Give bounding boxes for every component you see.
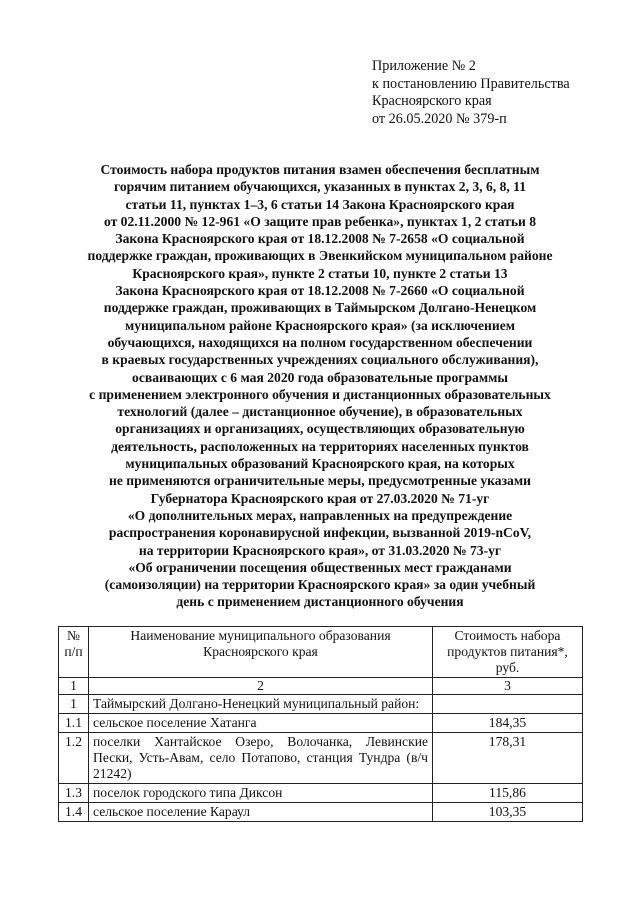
- title-line: на территории Красноярского края», от 31.03.2020 № 73-уг: [138, 542, 502, 558]
- title-line: не применяются ограничительные меры, предусмотренные указами: [109, 473, 531, 489]
- row-num: 1.2: [59, 733, 89, 784]
- header-cost: Стоимость набора продуктов питания*, руб.: [433, 627, 583, 678]
- title-line: распространения коронавирусной инфекции, вызванной 2019-nCoV,: [108, 525, 532, 541]
- row-municipality: Таймырский Долгано-Ненецкий муниципальный район:: [89, 695, 433, 714]
- title-line: технологий (далее – дистанционное обучение), в образовательных: [117, 404, 523, 420]
- table-row: [59, 714, 583, 733]
- annex-date: от 26.05.2020 № 379-п: [372, 110, 507, 127]
- table-header-row: [59, 627, 583, 678]
- title-line: день с применением дистанционного обучения: [176, 594, 464, 610]
- title-line: «О дополнительных мерах, направленных на предупреждение: [127, 507, 513, 523]
- title-line: (самоизоляции) на территории Красноярского края» за один учебный: [104, 577, 536, 593]
- row-num: 1.1: [59, 714, 89, 733]
- title-line: Закона Красноярского края от 18.12.2008 № 7-2658 «О социальной: [115, 231, 525, 247]
- title-line: обучающихся, находящихся на полном государственном обеспечении: [107, 334, 533, 350]
- row-num: 1: [59, 695, 89, 714]
- annex-region: Красноярского края: [372, 93, 492, 109]
- annex-number: Приложение № 2: [372, 58, 476, 74]
- column-number: 1: [59, 678, 89, 695]
- header-num: № п/п: [59, 627, 89, 678]
- row-num: 1.4: [59, 803, 89, 822]
- row-cost: 184,35: [433, 714, 583, 733]
- title-line: Губернатора Красноярского края от 27.03.2020 № 71-уг: [150, 490, 490, 506]
- column-number: 2: [89, 678, 433, 695]
- row-municipality: сельское поселение Хатанга: [89, 714, 433, 733]
- title-line: от 02.11.2000 № 12-961 «О защите прав ребенка», пунктах 1, 2 статьи 8: [103, 213, 537, 229]
- title-line: Закона Красноярского края от 18.12.2008 № 7-2660 «О социальной: [115, 283, 525, 299]
- table-row: [59, 784, 583, 803]
- row-cost: 103,35: [433, 803, 583, 822]
- title-line: горячим питанием обучающихся, указанных в пунктах 2, 3, 6, 8, 11: [113, 179, 527, 195]
- table-row: [59, 733, 583, 784]
- row-municipality: сельское поселение Караул: [89, 803, 433, 822]
- document-title: [40, 161, 600, 611]
- column-number-row: [59, 678, 583, 695]
- title-line: с применением электронного обучения и дистанционных образовательных: [89, 386, 551, 402]
- title-line: поддержке граждан, проживающих в Эвенкийском муниципальном районе: [87, 248, 553, 264]
- annex-reference: к постановлению Правительства: [372, 75, 570, 92]
- header-municipality: Наименование муниципального образования Красноярского края: [89, 627, 433, 678]
- table-row: [59, 695, 583, 714]
- row-cost: 115,86: [433, 784, 583, 803]
- title-line: Красноярского края», пункте 2 статьи 10, пункте 2 статьи 13: [132, 265, 508, 281]
- table-row: [59, 803, 583, 822]
- title-line: поддержке граждан, проживающих в Таймырском Долгано-Ненецком: [103, 300, 537, 316]
- row-cost: [433, 695, 583, 714]
- title-line: Стоимость набора продуктов питания взамен обеспечения бесплатным: [100, 162, 540, 177]
- cost-table: [58, 626, 583, 822]
- row-cost: 178,31: [433, 733, 583, 784]
- row-num: 1.3: [59, 784, 89, 803]
- title-line: муниципальном районе Красноярского края» (за исключением: [124, 317, 516, 333]
- annex-header: [372, 58, 632, 128]
- row-municipality: поселок городского типа Диксон: [89, 784, 433, 803]
- row-municipality: поселки Хантайское Озеро, Волочанка, Левинские Пески, Усть-Авам, село Потапово, станция Тундра (в/ч 21242): [89, 733, 433, 784]
- title-line: «Об ограничении посещения общественных мест гражданами: [128, 559, 512, 575]
- title-line: осваивающих с 6 мая 2020 года образовательные программы: [132, 369, 508, 385]
- title-line: в краевых государственных учреждениях социального обслуживания),: [101, 352, 539, 368]
- title-line: деятельность, расположенных на территориях населенных пунктов: [111, 438, 529, 454]
- column-number: 3: [433, 678, 583, 695]
- title-line: муниципальных образований Красноярского края, на которых: [125, 456, 515, 472]
- title-line: организациях и организациях, осуществляющих образовательную: [115, 421, 525, 437]
- title-line: статьи 11, пунктах 1–3, 6 статьи 14 Закона Красноярского края: [125, 196, 515, 212]
